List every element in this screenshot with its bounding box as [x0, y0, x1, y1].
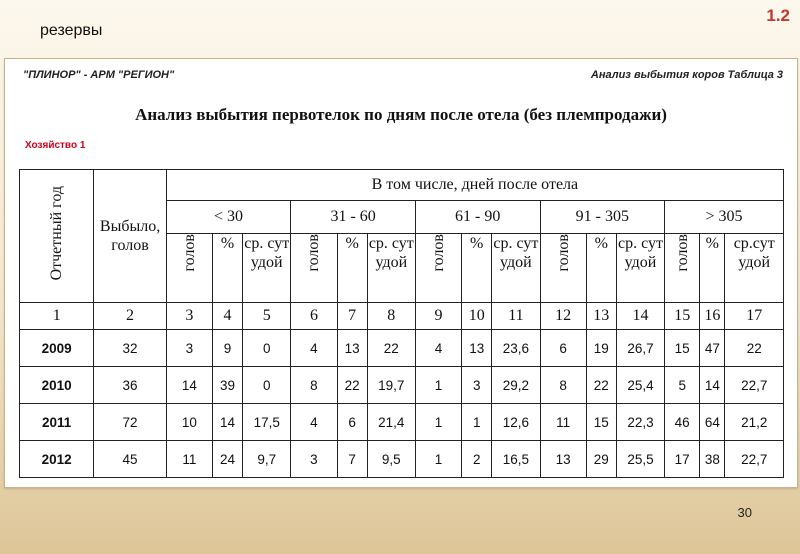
table-cell: 11 [166, 441, 212, 478]
table-cell: 5 [665, 367, 700, 404]
table-row [20, 330, 784, 367]
header-avg-milk: ср. сут удой [367, 234, 415, 303]
column-number: 12 [540, 303, 586, 330]
column-number: 9 [415, 303, 461, 330]
year-cell: 2009 [20, 330, 94, 367]
slide-caption: резервы [40, 22, 103, 39]
table-cell: 19 [586, 330, 616, 367]
table-cell: 22,7 [725, 367, 784, 404]
table-cell: 0 [243, 330, 291, 367]
table-cell: 22 [586, 367, 616, 404]
table-cell: 14 [166, 367, 212, 404]
header-avg-milk: ср. сут удой [243, 234, 291, 303]
header-range: 31 - 60 [291, 201, 416, 234]
table-body [20, 303, 784, 478]
header-range: 61 - 90 [415, 201, 540, 234]
header-percent: % [586, 234, 616, 303]
table-cell: 22 [337, 367, 367, 404]
header-heads: голов [665, 234, 700, 303]
year-cell: 2010 [20, 367, 94, 404]
table-cell: 36 [94, 367, 166, 404]
table-row [20, 367, 784, 404]
column-number: 7 [337, 303, 367, 330]
header-range: 91 - 305 [540, 201, 665, 234]
table-cell: 21,4 [367, 404, 415, 441]
table-cell: 15 [586, 404, 616, 441]
column-number: 1 [20, 303, 94, 330]
table-cell: 21,2 [725, 404, 784, 441]
report-app-header: "ПЛИНОР" - АРМ "РЕГИОН" [23, 69, 175, 81]
table-cell: 8 [291, 367, 337, 404]
table-cell: 1 [415, 404, 461, 441]
column-number: 3 [166, 303, 212, 330]
report-table-label: Анализ выбытия коров Таблица 3 [590, 69, 783, 81]
table-cell: 14 [700, 367, 725, 404]
table-cell: 13 [540, 441, 586, 478]
table-cell: 10 [166, 404, 212, 441]
header-total: Выбыло, голов [94, 170, 166, 303]
table-cell: 13 [337, 330, 367, 367]
table-cell: 22 [367, 330, 415, 367]
table-cell: 24 [212, 441, 242, 478]
table-cell: 3 [291, 441, 337, 478]
header-range: > 305 [665, 201, 784, 234]
table-cell: 8 [540, 367, 586, 404]
column-number: 8 [367, 303, 415, 330]
slide-number: 1.2 [766, 6, 790, 25]
column-number: 15 [665, 303, 700, 330]
table-cell: 32 [94, 330, 166, 367]
table-row [20, 441, 784, 478]
table-cell: 9,7 [243, 441, 291, 478]
header-heads: голов [540, 234, 586, 303]
table-cell: 38 [700, 441, 725, 478]
year-cell: 2012 [20, 441, 94, 478]
table-cell: 26,7 [616, 330, 664, 367]
page-number: 30 [737, 505, 752, 520]
table-cell: 11 [540, 404, 586, 441]
table-row [20, 404, 784, 441]
table-cell: 22,3 [616, 404, 664, 441]
table-cell: 25,5 [616, 441, 664, 478]
culling-table [19, 169, 784, 478]
column-number: 16 [700, 303, 725, 330]
table-cell: 6 [540, 330, 586, 367]
column-number: 13 [586, 303, 616, 330]
column-number: 17 [725, 303, 784, 330]
table-cell: 39 [212, 367, 242, 404]
table-cell: 64 [700, 404, 725, 441]
table-cell: 9 [212, 330, 242, 367]
column-number: 6 [291, 303, 337, 330]
table-cell: 47 [700, 330, 725, 367]
header-avg-milk: ср. сут удой [492, 234, 540, 303]
header-avg-milk: ср.сут удой [725, 234, 784, 303]
year-cell: 2011 [20, 404, 94, 441]
table-cell: 12,6 [492, 404, 540, 441]
table-cell: 15 [665, 330, 700, 367]
table-cell: 9,5 [367, 441, 415, 478]
table-cell: 16,5 [492, 441, 540, 478]
header-percent: % [462, 234, 492, 303]
table-cell: 3 [166, 330, 212, 367]
header-year: Отчетный год [20, 170, 94, 303]
header-heads: голов [291, 234, 337, 303]
report-sheet [4, 58, 798, 488]
farm-name: Хозяйство 1 [25, 140, 86, 151]
table-cell: 13 [462, 330, 492, 367]
table-cell: 17 [665, 441, 700, 478]
table-cell: 4 [415, 330, 461, 367]
header-heads: голов [415, 234, 461, 303]
column-number: 14 [616, 303, 664, 330]
table-cell: 0 [243, 367, 291, 404]
header-days-group: В том числе, дней после отела [166, 170, 783, 201]
header-range: < 30 [166, 201, 291, 234]
table-cell: 17,5 [243, 404, 291, 441]
table-cell: 6 [337, 404, 367, 441]
column-number: 11 [492, 303, 540, 330]
table-cell: 1 [462, 404, 492, 441]
table-cell: 4 [291, 404, 337, 441]
table-cell: 4 [291, 330, 337, 367]
table-cell: 45 [94, 441, 166, 478]
table-cell: 2 [462, 441, 492, 478]
table-cell: 46 [665, 404, 700, 441]
table-cell: 29 [586, 441, 616, 478]
column-number: 10 [462, 303, 492, 330]
table-cell: 23,6 [492, 330, 540, 367]
table-cell: 3 [462, 367, 492, 404]
header-heads: голов [166, 234, 212, 303]
table-cell: 1 [415, 441, 461, 478]
column-number: 4 [212, 303, 242, 330]
table-cell: 25,4 [616, 367, 664, 404]
table-cell: 1 [415, 367, 461, 404]
header-percent: % [700, 234, 725, 303]
table-cell: 22,7 [725, 441, 784, 478]
header-avg-milk: ср. сут удой [616, 234, 664, 303]
header-percent: % [212, 234, 242, 303]
table-cell: 72 [94, 404, 166, 441]
header-percent: % [337, 234, 367, 303]
table-cell: 7 [337, 441, 367, 478]
table-cell: 14 [212, 404, 242, 441]
table-cell: 19,7 [367, 367, 415, 404]
column-number-row [20, 303, 784, 330]
column-number: 2 [94, 303, 166, 330]
column-number: 5 [243, 303, 291, 330]
table-cell: 29,2 [492, 367, 540, 404]
report-title: Анализ выбытия первотелок по дням после отела (без племпродажи) [135, 105, 667, 124]
table-cell: 22 [725, 330, 784, 367]
